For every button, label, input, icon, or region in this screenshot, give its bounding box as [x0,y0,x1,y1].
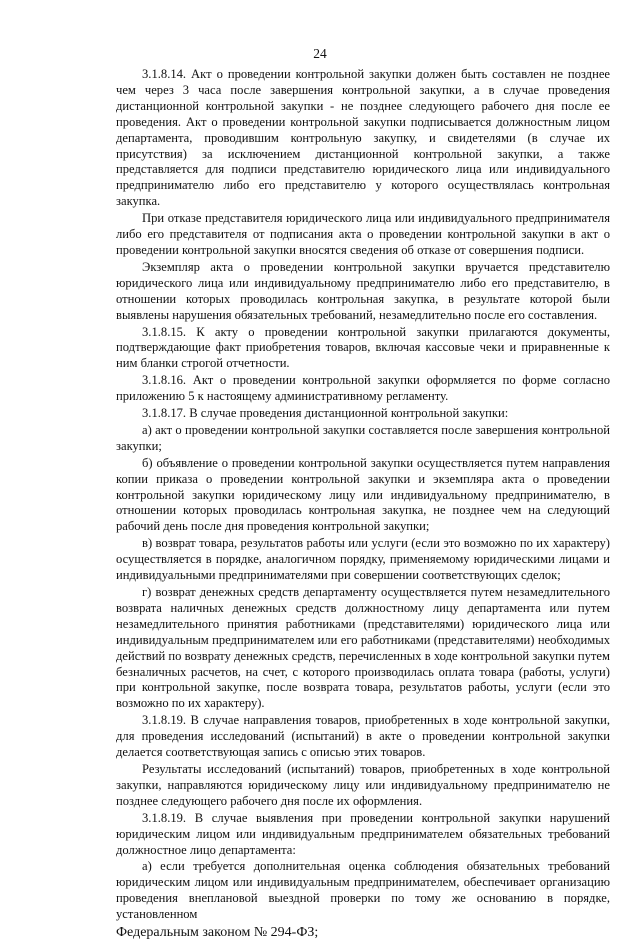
paragraph-item-a: а) акт о проведении контрольной закупки составляется после завершения контрольной закупки; [116,422,610,453]
paragraph-act-copy: Экземпляр акта о проведении контрольной закупки вручается представителю юридического лица или индивидуальному предпринимателю либо его представителю, в отношении которых проводилась контрольная закупка, в результате которой были выявлены нарушения обязательных требований, незамедлительно после его составления. [116,259,610,322]
paragraph-research-results: Результаты исследований (испытаний) товаров, приобретенных в ходе контрольной закупки, направляются юридическому лицу или индивидуальному предпринимателю не позднее следующего рабочего дня после их оформления. [116,761,610,808]
document-body [116,67,610,942]
paragraph-3-1-8-19-a: 3.1.8.19. В случае направления товаров, приобретенных в ходе контрольной закупки, для проведения исследований (испытаний) в акте о проведении контрольной закупки делается соответствующая запись с описью этих товаров. [116,713,610,760]
page-number: 24 [313,46,327,61]
paragraph-3-1-8-15: 3.1.8.15. К акту о проведении контрольной закупки прилагаются документы, подтверждающие факт приобретения товаров, включая кассовые чеки и приравненные к ним бланки строгой отчетности. [116,324,610,371]
paragraph-federal-law: Федеральным законом № 294-ФЗ; [116,925,319,941]
paragraph-3-1-8-19-b: 3.1.8.19. В случае выявления при проведении контрольной закупки нарушений юридическим лицом или индивидуальным предпринимателем обязательных требований должностное лицо департамента: [116,810,610,857]
paragraph-3-1-8-14: 3.1.8.14. Акт о проведении контрольной закупки должен быть составлен не позднее чем через 3 часа после завершения контрольной закупки, а в случае проведения дистанционной контрольной закупки - не позднее следующего рабочего дня после ее проведения. Акт о проведении контрольной закупки подписывается должностным лицом департамента, проводившим контрольную закупку, и свидетелями (в случае их присутствия) за исключением дистанционной контрольной закупки, а также представляется для подписи представителю юридического лица или индивидуального предпринимателю либо его представителю у которого осуществлялась контрольная закупка. [116,67,610,209]
paragraph-3-1-8-16: 3.1.8.16. Акт о проведении контрольной закупки оформляется по форме согласно приложению 5 к настоящему административному регламенту. [116,373,610,404]
paragraph-3-1-8-17: 3.1.8.17. В случае проведения дистанционной контрольной закупки: [142,406,509,421]
paragraph-item-b: б) объявление о проведении контрольной закупки осуществляется путем направления копии приказа о проведении контрольной закупки и экземпляра акта о проведении контрольной закупки юридическому лицу или индивидуальному предпринимателю, в отношении которых проводилась контрольная закупка, не позднее чем на следующий рабочий день после дня проведения контрольной закупки; [116,455,610,534]
paragraph-violation-item-a: а) если требуется дополнительная оценка соблюдения обязательных требований юридическим лицом или индивидуальным предпринимателем, обеспечивает организацию проведения внеплановой выездной проверки по тому же основанию в порядке, установленном [116,859,610,922]
paragraph-refusal-to-sign: При отказе представителя юридического лица или индивидуального предпринимателя либо его представителя от подписания акта о проведении контрольной закупки в акт о проведении контрольной закупки вносятся сведения об отказе от совершения подписи. [116,211,610,257]
paragraph-item-v: в) возврат товара, результатов работы или услуги (если это возможно по их характеру) осуществляется в порядке, аналогичном порядку, применяемому юридическими лицами и индивидуальными предпринимателями при совершении соответствующих сделок; [116,536,610,583]
paragraph-item-g: г) возврат денежных средств департаменту осуществляется путем незамедлительного возврата наличных денежных средств должностному лицу департамента или путем незамедлительного принятия работниками (представителями) юридического лица или индивидуальным предпринимателем или его работниками (представителями) необходимых действий по возврату денежных средств, перечисленных в ходе контрольной закупки путем безналичных расчетов, на счет, с которого производилась оплата товара (работы, услуги) при контрольной закупке, после возврата товара, результатов работы, услуги (если это возможно по их характеру). [116,585,610,711]
